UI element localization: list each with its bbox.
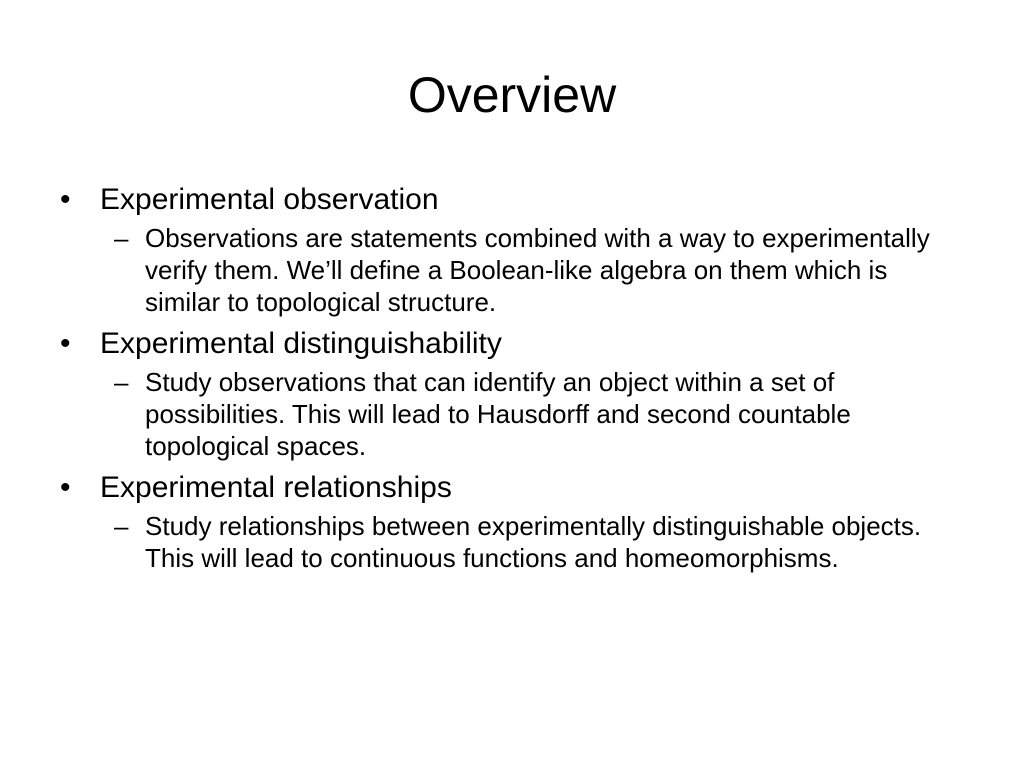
sub-bullet-item (100, 366, 945, 462)
sub-bullet-text: Study relationships between experimentally distinguishable objects. This will lead to continuous functions and homeomorphisms. (145, 511, 922, 573)
bullet-icon: • (60, 471, 71, 504)
sub-bullet-text: Study observations that can identify an object within a set of possibilities. This will lead to Hausdorff and second countable topological spaces. (145, 367, 851, 461)
bullet-heading: Experimental observation (100, 183, 439, 216)
bullet-heading: Experimental distinguishability (100, 327, 502, 360)
bullet-heading: Experimental relationships (100, 471, 452, 504)
sub-bullet-item (100, 510, 945, 574)
bullet-item (58, 324, 968, 462)
sub-bullet-text: Observations are statements combined with a way to experimentally verify them. We’ll define a Boolean-like algebra on them which is similar to topological structure. (145, 223, 930, 317)
sub-bullet-list (100, 510, 968, 574)
sub-bullet-list (100, 222, 968, 318)
sub-bullet-list (100, 366, 968, 462)
dash-icon: – (114, 223, 129, 253)
bullet-item (58, 468, 968, 574)
bullet-icon: • (60, 183, 71, 216)
bullet-item (58, 180, 968, 318)
dash-icon: – (114, 511, 129, 541)
slide-title: Overview (407, 67, 617, 123)
sub-bullet-item (100, 222, 945, 318)
dash-icon: – (114, 367, 129, 397)
bullet-list (58, 180, 968, 580)
bullet-icon: • (60, 327, 71, 360)
